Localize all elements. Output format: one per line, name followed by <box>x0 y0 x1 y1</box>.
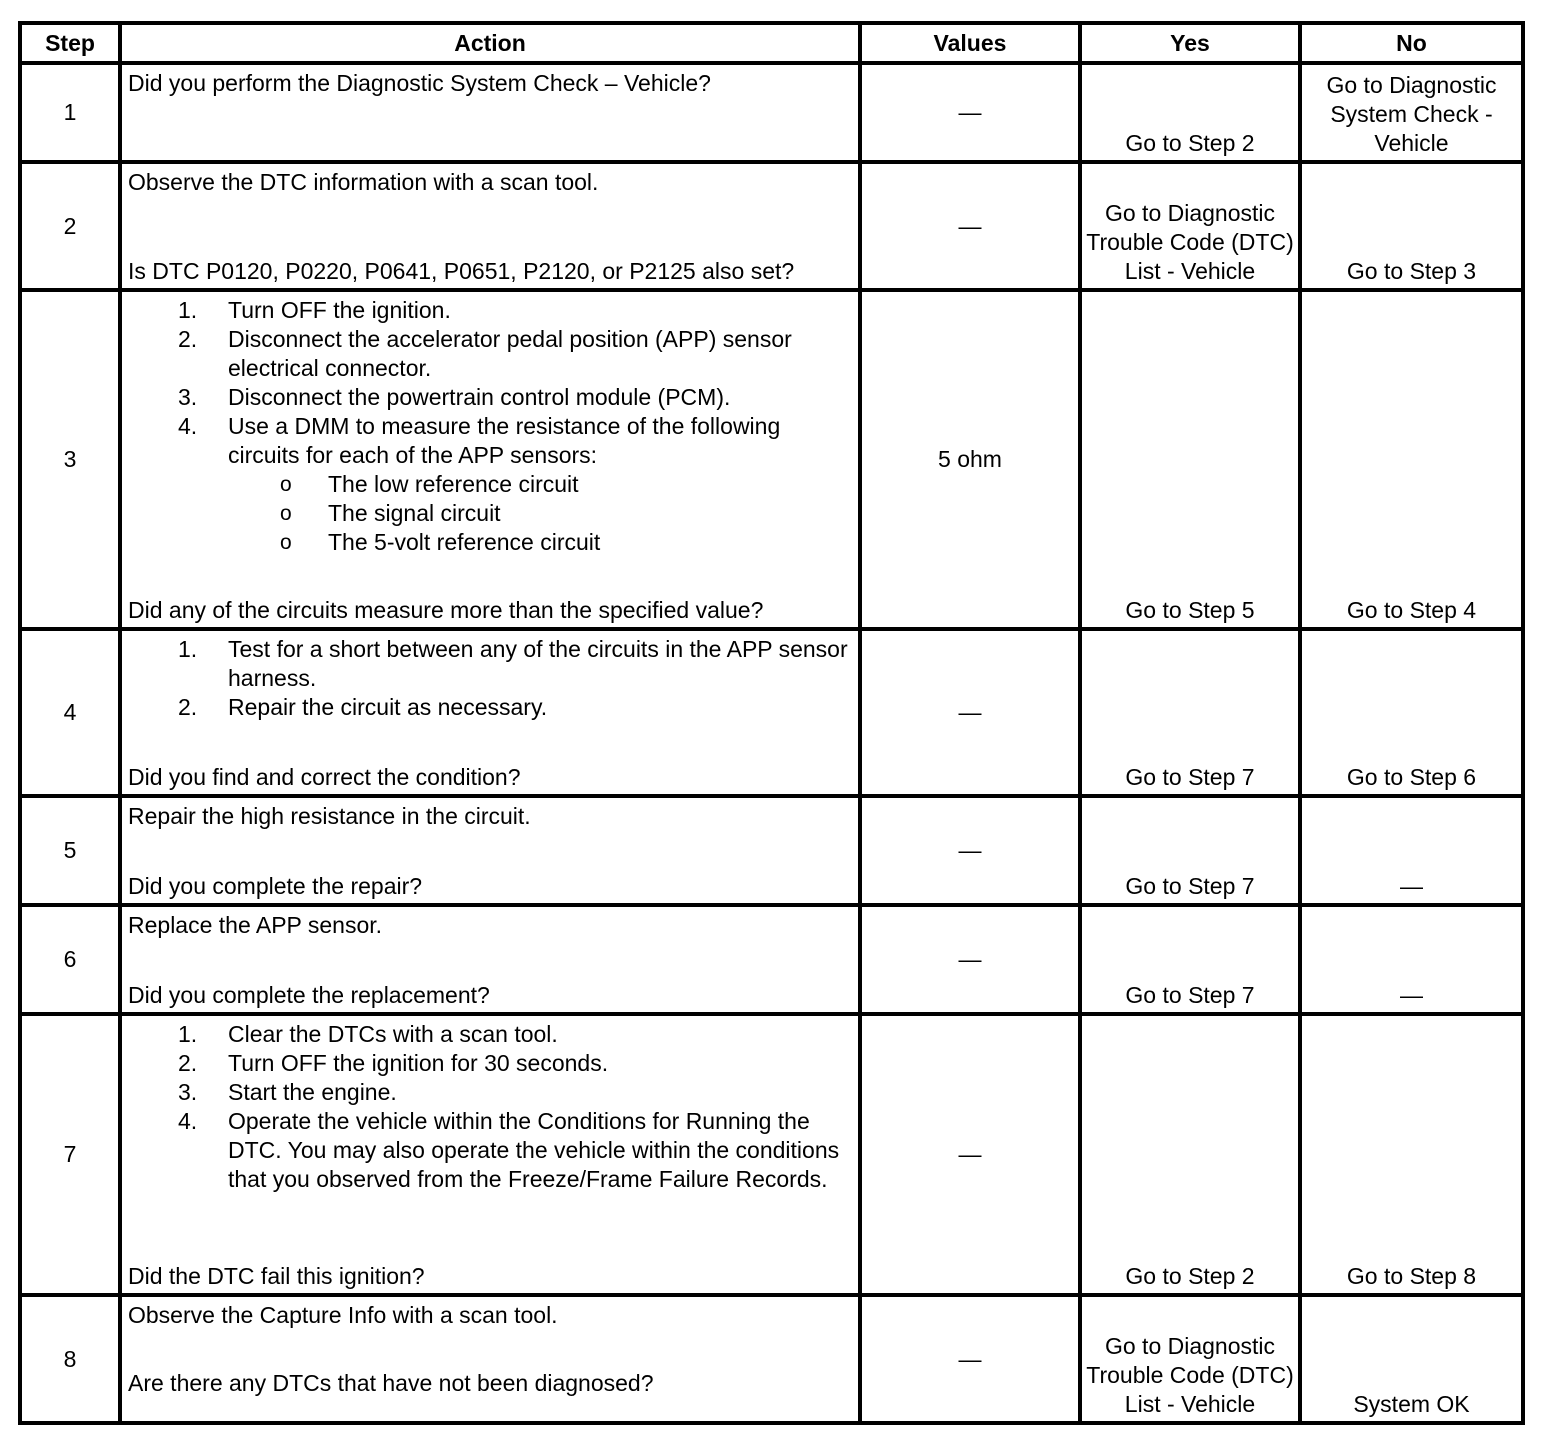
header-no: No <box>1300 23 1523 63</box>
no-cell <box>1300 905 1523 1014</box>
table-row <box>20 162 1523 290</box>
header-step: Step <box>20 23 120 63</box>
action-question: Did you find and correct the condition? <box>128 764 521 790</box>
step-number: 3 <box>20 290 120 629</box>
no-text: Go to Step 4 <box>1346 597 1477 623</box>
yes-cell <box>1080 796 1300 905</box>
list-item: Clear the DTCs with a scan tool. <box>228 1021 558 1047</box>
no-text: Go to Diagnostic System Check - Vehicle <box>1326 72 1497 156</box>
step-number: 7 <box>20 1014 120 1295</box>
header-values: Values <box>860 23 1080 63</box>
action-cell <box>120 162 860 290</box>
action-question: Are there any DTCs that have not been diagnosed? <box>128 1370 654 1396</box>
value-cell: — <box>860 1295 1080 1423</box>
action-cell <box>120 905 860 1014</box>
yes-text: Go to Step 7 <box>1125 982 1255 1008</box>
action-cell <box>120 63 860 162</box>
no-text: — <box>1400 873 1423 899</box>
list-item: Repair the circuit as necessary. <box>228 694 548 720</box>
step-number: 6 <box>20 905 120 1014</box>
action-cell <box>120 796 860 905</box>
yes-text: Go to Step 2 <box>1125 130 1255 156</box>
yes-text: Go to Step 5 <box>1125 597 1255 623</box>
no-cell <box>1300 796 1523 905</box>
action-text: Repair the high resistance in the circuit. <box>128 803 531 829</box>
yes-text: Go to Diagnostic Trouble Code (DTC) List - Vehicle <box>1086 200 1294 284</box>
action-question: Did you complete the replacement? <box>128 982 490 1008</box>
list-item: Test for a short between any of the circuits in the APP sensor harness. <box>228 636 848 691</box>
list-item: Turn OFF the ignition. <box>228 297 451 323</box>
no-cell <box>1300 1295 1523 1423</box>
action-text: Did you perform the Diagnostic System Check – Vehicle? <box>128 70 711 96</box>
procedure-list <box>128 296 852 557</box>
no-text: — <box>1400 982 1423 1008</box>
header-row <box>20 23 1523 63</box>
list-item: Operate the vehicle within the Conditions for Running the DTC. You may also operate the vehicle within the conditions that you observed from the Freeze/Frame Failure Records. <box>228 1108 840 1192</box>
list-item: Disconnect the powertrain control module (PCM). <box>228 384 731 410</box>
list-item: Start the engine. <box>228 1079 397 1105</box>
yes-text: Go to Diagnostic Trouble Code (DTC) List - Vehicle <box>1086 1333 1294 1417</box>
no-text: Go to Step 6 <box>1346 764 1477 790</box>
list-item-text: Use a DMM to measure the resistance of the following circuits for each of the APP sensors: <box>228 413 781 468</box>
yes-cell <box>1080 63 1300 162</box>
action-question: Did any of the circuits measure more than the specified value? <box>128 597 764 623</box>
value-cell: 5 ohm <box>860 290 1080 629</box>
action-text: Observe the DTC information with a scan tool. <box>128 169 599 195</box>
sub-list-item: o The low reference circuit <box>328 470 852 499</box>
action-cell <box>120 629 860 796</box>
no-cell <box>1300 1014 1523 1295</box>
diagnostic-table <box>18 21 1525 1425</box>
action-cell <box>120 1014 860 1295</box>
yes-cell <box>1080 1014 1300 1295</box>
no-cell <box>1300 162 1523 290</box>
table-row <box>20 905 1523 1014</box>
no-text: Go to Step 8 <box>1346 1263 1477 1289</box>
yes-cell <box>1080 629 1300 796</box>
table-row <box>20 63 1523 162</box>
action-question: Did you complete the repair? <box>128 873 423 899</box>
value-cell: — <box>860 905 1080 1014</box>
value-cell: — <box>860 629 1080 796</box>
step-number: 1 <box>20 63 120 162</box>
table-row <box>20 796 1523 905</box>
yes-text: Go to Step 7 <box>1125 764 1255 790</box>
yes-text: Go to Step 7 <box>1125 873 1255 899</box>
value-cell: — <box>860 63 1080 162</box>
yes-cell <box>1080 1295 1300 1423</box>
procedure-list <box>128 635 852 722</box>
value-cell: — <box>860 162 1080 290</box>
table-row <box>20 1295 1523 1423</box>
procedure-list <box>128 1020 852 1194</box>
sub-list-item: o The 5-volt reference circuit <box>328 528 852 557</box>
yes-cell <box>1080 905 1300 1014</box>
action-question: Did the DTC fail this ignition? <box>128 1263 425 1289</box>
action-text: Replace the APP sensor. <box>128 912 383 938</box>
no-cell <box>1300 290 1523 629</box>
step-number: 8 <box>20 1295 120 1423</box>
yes-text: Go to Step 2 <box>1125 1263 1255 1289</box>
value-cell: — <box>860 1014 1080 1295</box>
yes-cell <box>1080 290 1300 629</box>
header-yes: Yes <box>1080 23 1300 63</box>
step-number: 5 <box>20 796 120 905</box>
list-item <box>228 412 852 557</box>
step-number: 4 <box>20 629 120 796</box>
action-cell <box>120 1295 860 1423</box>
sub-list-item: o The signal circuit <box>328 499 852 528</box>
value-cell: — <box>860 796 1080 905</box>
yes-cell <box>1080 162 1300 290</box>
no-text: System OK <box>1353 1391 1470 1417</box>
no-cell <box>1300 63 1523 162</box>
action-text: Observe the Capture Info with a scan tool. <box>128 1302 558 1328</box>
circuit-list <box>228 470 852 557</box>
table-row <box>20 1014 1523 1295</box>
list-item: Disconnect the accelerator pedal position (APP) sensor electrical connector. <box>228 326 792 381</box>
step-number: 2 <box>20 162 120 290</box>
action-question: Is DTC P0120, P0220, P0641, P0651, P2120, or P2125 also set? <box>128 258 795 284</box>
no-cell <box>1300 629 1523 796</box>
header-action: Action <box>120 23 860 63</box>
action-cell <box>120 290 860 629</box>
list-item: Turn OFF the ignition for 30 seconds. <box>228 1050 609 1076</box>
table-row <box>20 290 1523 629</box>
table-row <box>20 629 1523 796</box>
no-text: Go to Step 3 <box>1346 258 1477 284</box>
